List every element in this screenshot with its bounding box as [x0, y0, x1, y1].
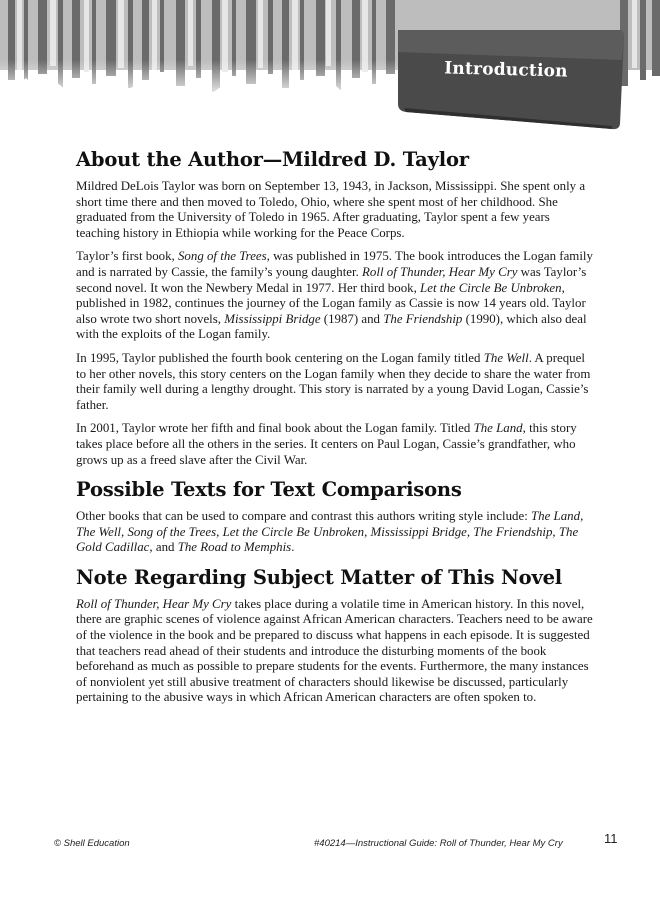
- page-number: 11: [604, 831, 618, 846]
- section-text-comparisons: [76, 478, 596, 556]
- section-heading: About the Author—Mildred D. Taylor: [76, 148, 469, 171]
- section-heading: Note Regarding Subject Matter of This Novel: [76, 565, 562, 589]
- section-about-author: [76, 148, 596, 468]
- paragraph: Mildred DeLois Taylor was born on September 13, 1943, in Jackson, Mississippi. She spent only a short time there and then moved to Toledo, Ohio, where she spent most of her childhood. She graduated from the University of Toledo in 1965. After graduating, Taylor spent a few years teaching history in Ethiopia while working for the Peace Corps.: [76, 179, 586, 240]
- paragraph: Roll of Thunder, Hear My Cry takes place during a volatile time in American history. In this novel, there are graphic scenes of violence against African American characters. Teachers need to be aware of the violence in the book and be prepared to discuss what happens in each episode. It is suggested that teachers read ahead of their students and introduce the disturbing moments of the book beforehand as much as possible to prepare students for the events. Furthermore, the many instances of nonviolent yet still abusive treatment of characters should likewise be discussed, particularly pertaining to the abusive ways in which African American characters are often spoken to.: [76, 596, 593, 705]
- italic-title: Roll of Thunder, Hear My Cry: [76, 596, 232, 611]
- main-content: [76, 148, 596, 714]
- italic-title: The Well: [483, 350, 529, 365]
- footer-copyright: © Shell Education: [54, 838, 130, 849]
- italic-title: The Road to Memphis: [177, 540, 292, 555]
- italic-title: Mississippi Bridge: [224, 311, 321, 326]
- paragraph: Other books that can be used to compare and contrast this authors writing style include: The Land, The Well, Song of the Trees, Let the Circle Be Unbroken, Mississippi Bridge, The Friendship, The Gold Cadillac, and The Road to Memphis.: [76, 509, 584, 555]
- paragraph: In 2001, Taylor wrote her fifth and final book about the Logan family. Titled The Land, this story takes place before all the others in the series. It centers on Paul Logan, Cassie’s grandfather, who grows up as a freed slave after the Civil War.: [76, 421, 577, 467]
- paragraph: Taylor’s first book, Song of the Trees, was published in 1975. The book introduces the Logan family and is narrated by Cassie, the family’s young daughter. Roll of Thunder, Hear My Cry was Taylor’s second novel. It won the Newbery Medal in 1977. Her third book, Let the Circle Be Unbroken, published in 1982, continues the journey of the Logan family as Cassie is now 14 years old. Taylor also wrote two short novels, Mississippi Bridge (1987) and The Friendship (1990), which also deal with the exploits of the Logan family.: [76, 249, 593, 342]
- section-banner-title: Introduction: [444, 58, 568, 82]
- italic-title: The Land: [473, 421, 523, 436]
- italic-title: Roll of Thunder, Hear My Cry: [362, 264, 518, 279]
- header-banner: [0, 0, 660, 130]
- section-subject-matter-note: [76, 566, 596, 706]
- italic-title: Let the Circle Be Unbroken: [420, 280, 562, 295]
- italic-title: The Friendship: [383, 311, 463, 326]
- section-heading: Possible Texts for Text Comparisons: [76, 478, 462, 502]
- footer-guide-title: #40214—Instructional Guide: Roll of Thunder, Hear My Cry: [314, 838, 563, 849]
- paragraph: In 1995, Taylor published the fourth book centering on the Logan family titled The Well. A prequel to her other novels, this story centers on the Logan family when they decide to share the water from their family well during a lengthy drought. This story is narrated by a young David Logan, Cassie’s father.: [76, 350, 591, 412]
- italic-title: Song of the Trees: [177, 249, 267, 264]
- italic-title: The Land, The Well, Song of the Trees, Let the Circle Be Unbroken, Mississippi Bridge, The Friendship, The Gold Cadillac: [76, 509, 584, 555]
